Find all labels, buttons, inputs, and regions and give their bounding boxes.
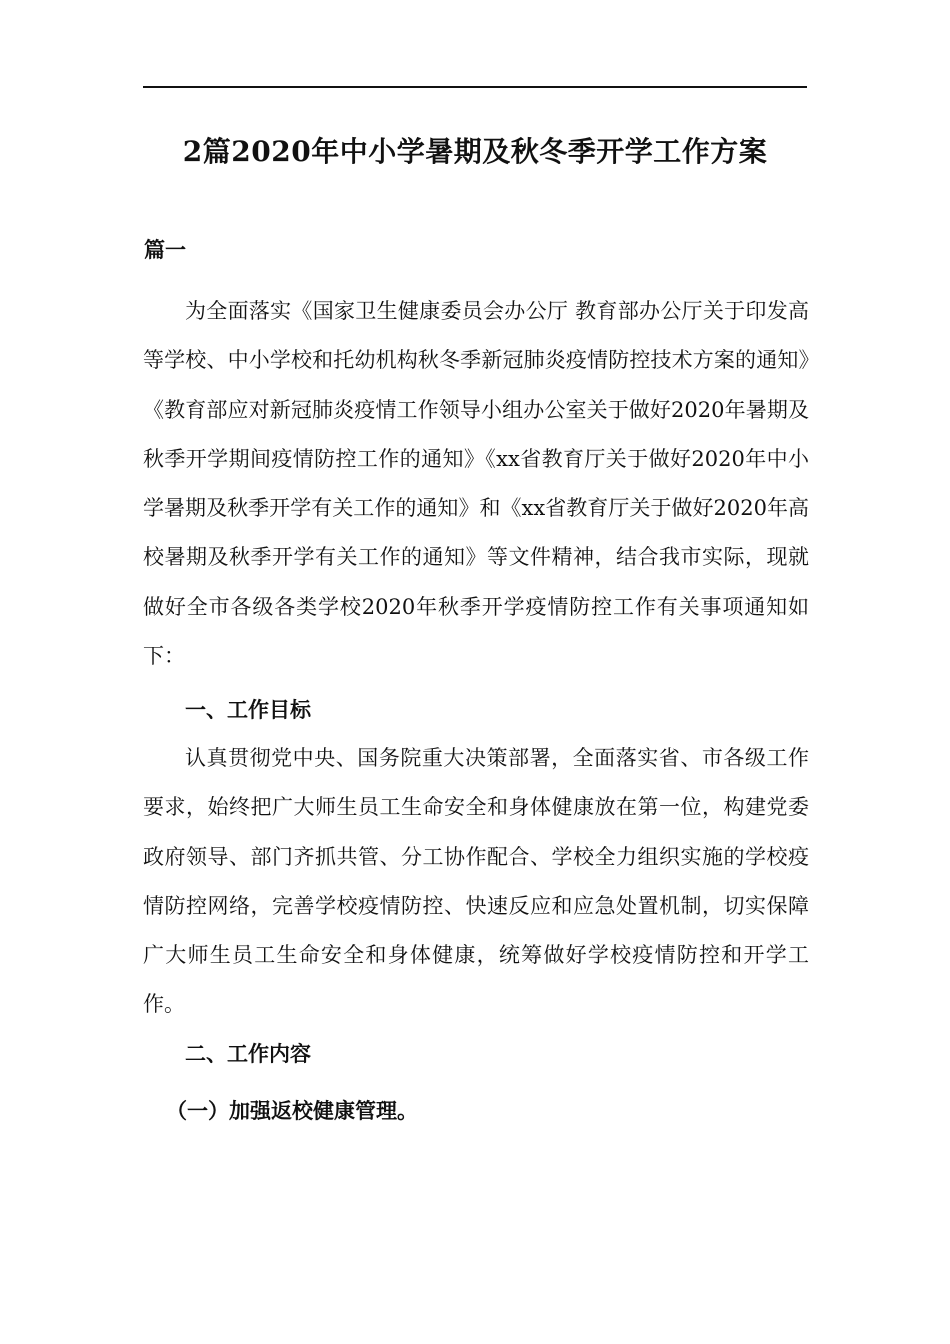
heading-work-goals: 一、工作目标 [185,697,311,722]
subheading-health-management: （一）加强返校健康管理。 [166,1098,418,1123]
intro-paragraph: 为全面落实《国家卫生健康委员会办公厅 教育部办公厅关于印发高等学校、中小学校和托幼机构秋冬季新冠肺炎疫情防控技术方案的通知》《教育部应对新冠肺炎疫情工作领导小组办公室关于做好2020年暑期及秋季开学期间疫情防控工作的通知》《xx省教育厅关于做好2020年中小学暑期及秋季开学有关工作的通知》和《xx省教育厅关于做好2020年高校暑期及秋季开学有关工作的通知》等文件精神，结合我市实际，现就做好全市各级各类学校2020年秋季开学疫情防控工作有关事项通知如下： [143,299,809,669]
heading-work-content: 二、工作内容 [185,1041,311,1066]
header-rule [143,86,807,88]
goal-paragraph: 认真贯彻党中央、国务院重大决策部署，全面落实省、市各级工作要求，始终把广大师生员工生命安全和身体健康放在第一位，构建党委政府领导、部门齐抓共管、分工协作配合、学校全力组织实施的学校疫情防控网络，完善学校疫情防控、快速反应和应急处置机制，切实保障广大师生员工生命安全和身体健康，统筹做好学校疫情防控和开学工作。 [143,746,809,1017]
document-title: 2篇2020年中小学暑期及秋冬季开学工作方案 [182,135,768,168]
section-label: 篇一 [144,237,186,262]
